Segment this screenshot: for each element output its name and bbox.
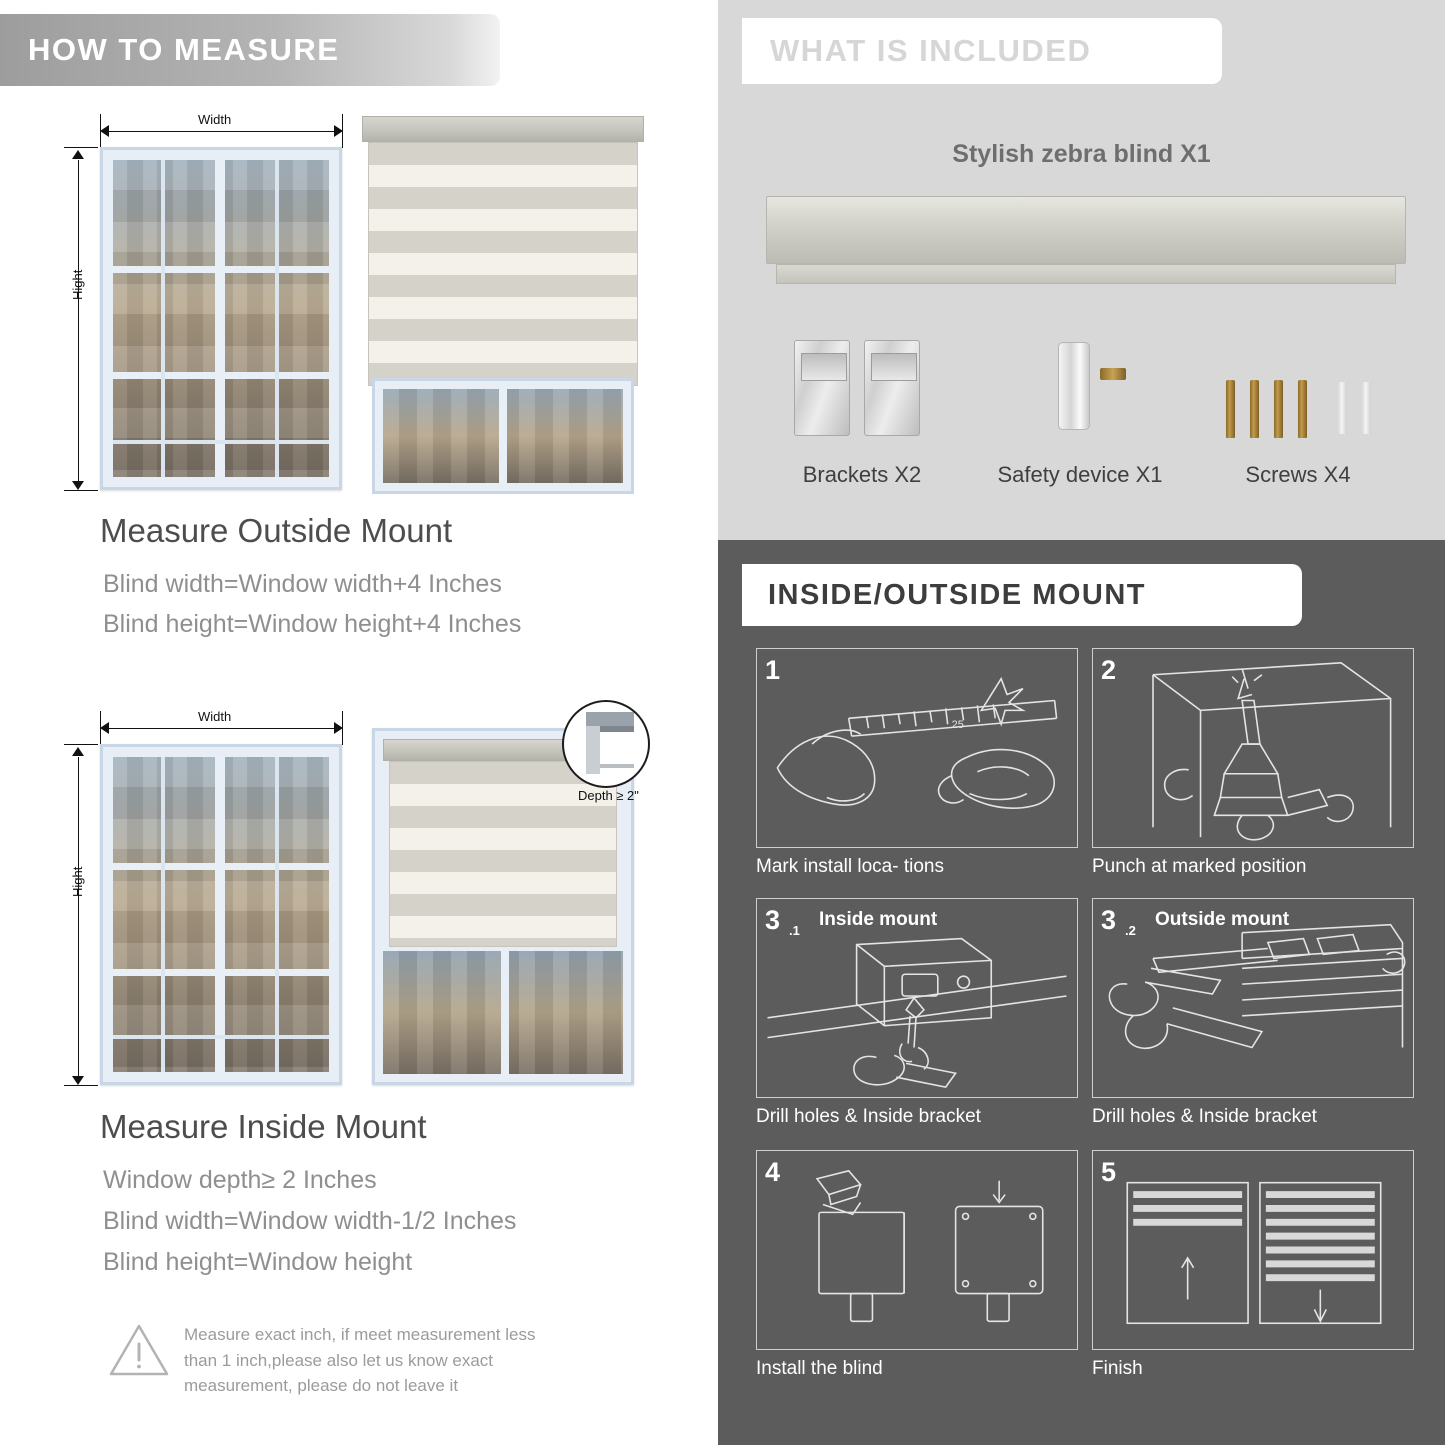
how-to-measure-banner <box>0 14 500 86</box>
brackets-label: Brackets X2 <box>802 462 922 487</box>
inside-width-tick-right <box>342 711 343 745</box>
step-card-4 <box>756 1150 1078 1350</box>
outside-width-label: Width <box>198 112 232 127</box>
step-4-number: 4 <box>765 1157 781 1187</box>
step-2-number: 2 <box>1101 655 1117 685</box>
product-title: Stylish zebra blind X1 <box>952 140 1211 168</box>
step-2-caption: Punch at marked position <box>1092 856 1307 877</box>
outside-blind-headrail <box>362 116 644 142</box>
wall-anchor-1 <box>1338 382 1347 434</box>
inside-height-tick-bottom <box>64 1085 98 1086</box>
depth-label: Depth ≥ 2" <box>578 788 639 803</box>
step-3-2-number: 3 <box>1101 905 1117 935</box>
inside-mount-line2: Blind width=Window width-1/2 Inches <box>103 1207 517 1235</box>
step-card-2 <box>1092 648 1414 848</box>
screw-part-4 <box>1298 380 1307 438</box>
inside-mount-heading: Measure Inside Mount <box>100 1108 427 1145</box>
what-is-included-title: WHAT IS INCLUDED <box>770 33 1092 68</box>
outside-blind-window <box>372 378 634 494</box>
screws-label: Screws X4 <box>1245 462 1351 487</box>
outside-mount-line2: Blind height=Window height+4 Inches <box>103 610 522 638</box>
warning-line-3: measurement, please do not leave it <box>184 1376 459 1395</box>
outside-width-tick-left <box>100 114 101 148</box>
what-is-included-banner <box>742 18 1222 84</box>
inside-height-arrow-bottom <box>72 1076 84 1085</box>
inside-mount-line3: Blind height=Window height <box>103 1248 413 1276</box>
step-card-3-2 <box>1092 898 1414 1098</box>
bracket-part-2 <box>864 340 920 436</box>
inside-window-bar-c <box>113 1035 329 1039</box>
step-2-illustration <box>1093 649 1413 847</box>
inside-width-line <box>108 728 336 729</box>
step-5-number: 5 <box>1101 1157 1117 1187</box>
inside-height-tick-top <box>64 744 98 745</box>
outside-blind-fabric <box>368 142 638 386</box>
headrail-lip-graphic <box>776 264 1396 284</box>
step-card-5 <box>1092 1150 1414 1350</box>
headrail-graphic <box>766 196 1406 264</box>
inside-outside-mount-title: INSIDE/OUTSIDE MOUNT <box>768 578 1147 611</box>
inside-window-mullion-center <box>215 757 225 1072</box>
outside-window-mullion-center <box>215 160 225 477</box>
measure-warning <box>108 1322 668 1399</box>
safety-device-screw <box>1100 368 1126 380</box>
step-4-caption: Install the blind <box>756 1358 883 1379</box>
inside-width-arrow-left <box>100 722 109 734</box>
how-to-measure-title: HOW TO MEASURE <box>28 32 340 67</box>
bracket-part-1 <box>794 340 850 436</box>
step-3-1-caption: Drill holes & Inside bracket <box>756 1106 981 1127</box>
step-4-illustration <box>757 1151 1077 1349</box>
outside-height-line <box>78 160 79 485</box>
inside-mount-line1: Window depth≥ 2 Inches <box>103 1166 377 1194</box>
outside-blind <box>362 116 644 386</box>
step-card-1 <box>756 648 1078 848</box>
inside-window-bar-b <box>275 757 279 1072</box>
step-5-illustration <box>1093 1151 1413 1349</box>
warning-triangle-icon <box>108 1322 170 1378</box>
warning-line-2: than 1 inch,please also let us know exact <box>184 1350 494 1370</box>
measure-warning-text <box>184 1322 535 1399</box>
how-to-measure-panel <box>0 0 710 1445</box>
step-3-2-title: Outside mount <box>1155 909 1290 930</box>
outside-mount-line1: Blind width=Window width+4 Inches <box>103 570 502 598</box>
inside-window-rail-1 <box>113 863 329 870</box>
outside-width-line <box>108 131 336 132</box>
inside-height-line <box>78 757 79 1080</box>
inside-width-label: Width <box>198 709 232 724</box>
svg-text:25: 25 <box>951 719 964 732</box>
warning-line-1: Measure exact inch, if meet measurement less <box>184 1325 536 1344</box>
outside-window-bar-c <box>113 440 329 444</box>
outside-width-arrow-left <box>100 125 109 137</box>
inside-window-rail-2 <box>113 969 329 976</box>
step-1-caption: Mark install loca- tions <box>756 856 944 877</box>
outside-blind-window-mullion <box>499 389 507 483</box>
what-is-included-panel <box>718 0 1445 540</box>
wall-anchor-2 <box>1362 382 1371 434</box>
step-3-1-illustration <box>757 899 1077 1097</box>
inside-outside-mount-panel <box>718 540 1445 1445</box>
inside-blind-window-mullion <box>501 951 509 1074</box>
depth-callout-circle <box>562 700 650 788</box>
step-3-1-sub: .1 <box>789 923 800 938</box>
screw-part-2 <box>1250 380 1259 438</box>
outside-window-rail-2 <box>113 372 329 379</box>
outside-window-rail-1 <box>113 266 329 273</box>
step-3-2-sub: .2 <box>1125 923 1136 938</box>
inside-height-arrow-top <box>72 747 84 756</box>
outside-height-tick-top <box>64 147 98 148</box>
outside-window-bar-b <box>275 160 279 477</box>
step-3-1-title: Inside mount <box>819 909 938 930</box>
step-5-caption: Finish <box>1092 1358 1143 1379</box>
outside-window-frame <box>100 147 342 490</box>
step-3-1-number: 3 <box>765 905 781 935</box>
screw-part-1 <box>1226 380 1235 438</box>
outside-height-tick-bottom <box>64 490 98 491</box>
outside-width-tick-right <box>342 114 343 148</box>
outside-height-label: Hight <box>70 269 85 300</box>
inside-blind-window-glass <box>383 951 623 1074</box>
outside-mount-heading: Measure Outside Mount <box>100 512 453 549</box>
screw-part-3 <box>1274 380 1283 438</box>
inside-height-label: Hight <box>70 866 85 897</box>
inside-width-tick-left <box>100 711 101 745</box>
safety-device-part <box>1058 342 1090 430</box>
step-1-number: 1 <box>765 655 781 685</box>
step-1-illustration <box>757 649 1077 847</box>
outside-height-arrow-bottom <box>72 481 84 490</box>
step-3-2-illustration <box>1093 899 1413 1097</box>
safety-device-label: Safety device X1 <box>997 462 1163 487</box>
inside-window-frame <box>100 744 342 1085</box>
inside-outside-mount-banner <box>742 564 1302 626</box>
step-3-2-caption: Drill holes & Inside bracket <box>1092 1106 1317 1127</box>
outside-window-bar-a <box>161 160 165 477</box>
inside-window-bar-a <box>161 757 165 1072</box>
step-card-3-1 <box>756 898 1078 1098</box>
outside-height-arrow-top <box>72 150 84 159</box>
